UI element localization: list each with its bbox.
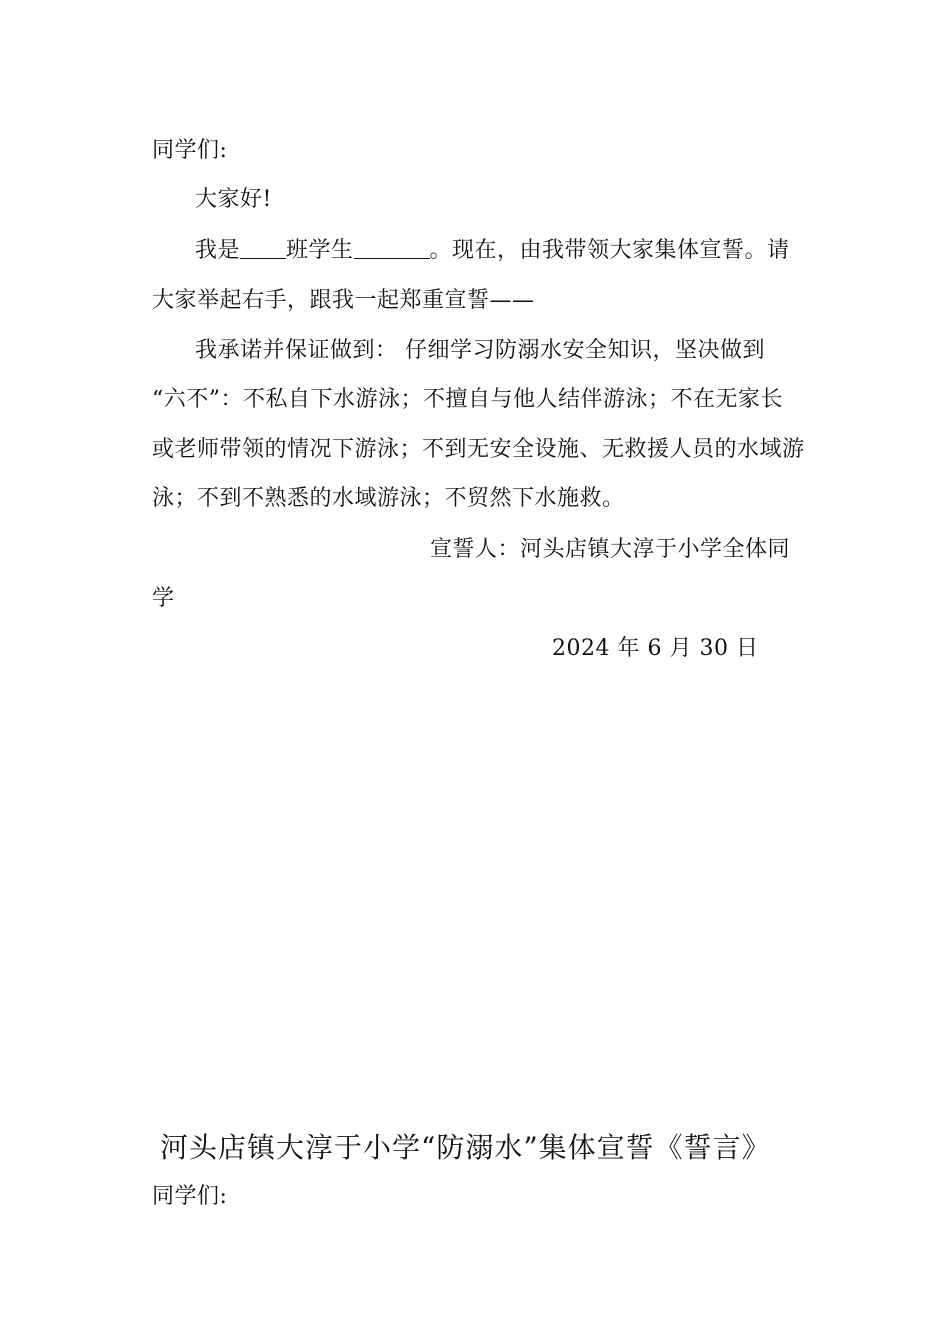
date-line: 2024 年 6 月 30 日	[552, 636, 759, 661]
next-page-title: 河头店镇大淳于小学“防溺水”集体宣誓《誓言》	[160, 1131, 771, 1164]
signer-line-1: 宣誓人：河头店镇大淳于小学全体同	[430, 537, 791, 562]
pledge-line-2: “六不”：不私自下水游泳；不擅自与他人结伴游泳；不在无家长	[152, 387, 783, 412]
class-blank	[240, 238, 286, 259]
hello-line: 大家好!	[195, 187, 272, 212]
name-blank	[354, 238, 430, 259]
signer-line-2: 学	[152, 586, 175, 611]
pledge-line-1: 我承诺并保证做到： 仔细学习防溺水安全知识，坚决做到	[195, 338, 765, 363]
intro-text-3: 。现在，由我带领大家集体宣誓。请	[429, 238, 790, 263]
intro-text-1: 我是	[195, 238, 241, 263]
pledge-line-4: 泳；不到不熟悉的水域游泳；不贸然下水施救。	[152, 486, 625, 511]
intro-line-1	[195, 236, 790, 266]
intro-text-2: 班学生	[286, 238, 354, 263]
next-page-greeting: 同学们:	[152, 1184, 228, 1209]
pledge-line-3: 或老师带领的情况下游泳；不到无安全设施、无救援人员的水域游	[152, 437, 805, 462]
intro-line-2: 大家举起右手，跟我一起郑重宣誓——	[152, 288, 535, 313]
greeting: 同学们:	[152, 138, 228, 163]
